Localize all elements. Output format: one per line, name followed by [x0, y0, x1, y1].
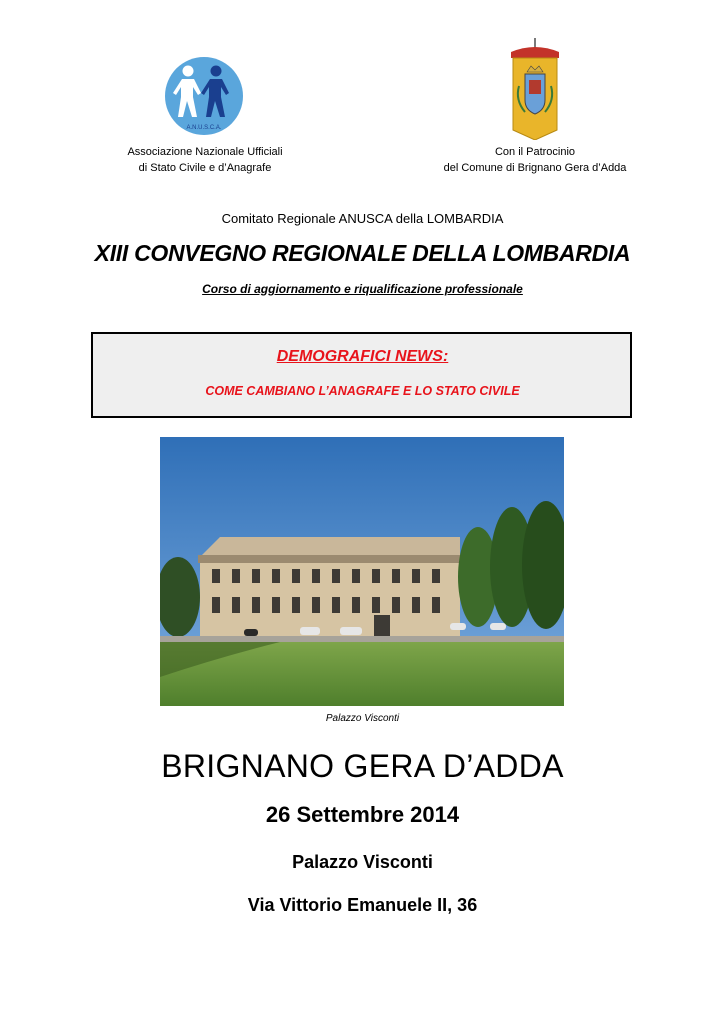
association-name — [95, 144, 315, 176]
event-venue: Palazzo Visconti — [292, 852, 433, 872]
news-subtitle: COME CAMBIANO L’ANAGRAFE E LO STATO CIVILE — [205, 384, 520, 398]
course-subtitle: Corso di aggiornamento e riqualificazione professionale — [202, 282, 523, 296]
patronage — [410, 144, 660, 176]
palazzo-visconti-photo — [160, 437, 564, 706]
committee-name: Comitato Regionale ANUSCA della LOMBARDIA — [221, 211, 504, 226]
news-box — [91, 332, 632, 418]
news-title: DEMOGRAFICI NEWS: — [276, 348, 449, 365]
event-address: Via Vittorio Emanuele II, 36 — [247, 895, 478, 915]
association-line-1: Associazione Nazionale Ufficiali — [127, 146, 283, 158]
photo-caption: Palazzo Visconti — [325, 713, 400, 724]
municipal-banner-icon — [505, 38, 565, 140]
patronage-line-2: del Comune di Brignano Gera d’Adda — [443, 162, 627, 174]
patronage-line-1: Con il Patrocinio — [494, 146, 576, 158]
convention-title: XIII CONVEGNO REGIONALE DELLA LOMBARDIA — [94, 240, 631, 266]
anusca-logo-icon — [160, 55, 248, 137]
association-line-2: di Stato Civile e d’Anagrafe — [138, 162, 272, 174]
event-city: BRIGNANO GERA D’ADDA — [161, 748, 564, 784]
event-date: 26 Settembre 2014 — [265, 802, 460, 827]
logo-text: A.N.U.S.C.A. — [186, 125, 222, 131]
